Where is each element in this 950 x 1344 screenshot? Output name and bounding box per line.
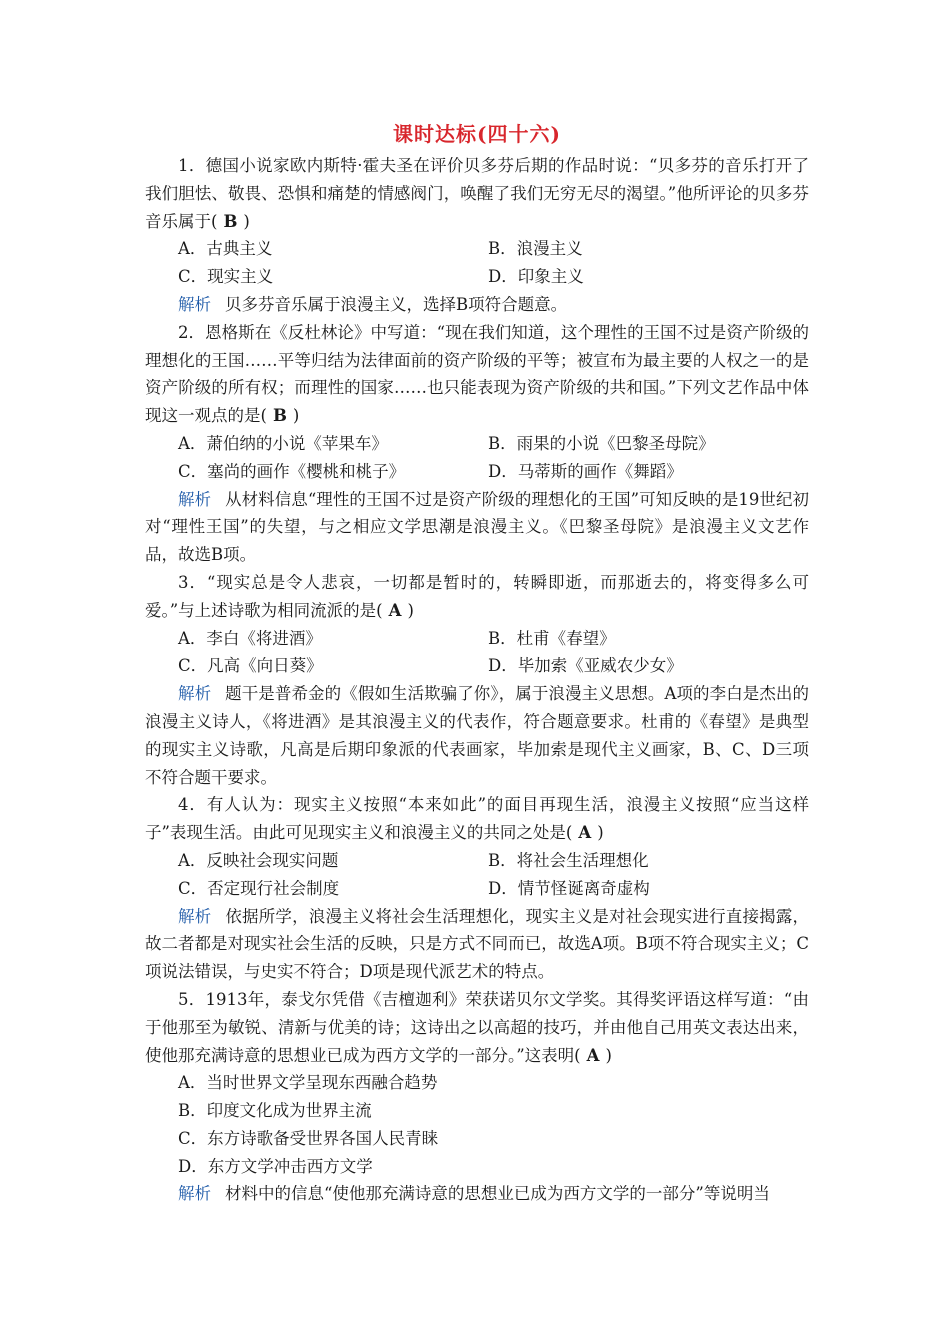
question-1 [145,152,809,319]
option-d: D．马蒂斯的画作《舞蹈》 [488,461,683,481]
option-b: B．杜甫《春望》 [488,628,616,648]
analysis-label: 解析 [178,906,212,926]
option-d: D．情节怪诞离奇虚构 [488,878,650,898]
option-a: A．反映社会现实问题 [178,850,339,870]
analysis-label: 解析 [178,684,212,704]
option-c: C．现实主义 [178,267,274,287]
option-b: B．浪漫主义 [488,239,583,259]
answer-mark: B [272,406,287,426]
question-stem: 4．有人认为：现实主义按照“本来如此”的面目再现生活，浪漫主义按照“应当这样子”表现生活。由此可见现实主义和浪漫主义的共同之处是( A ) [145,795,809,843]
option-c: C．东方诗歌备受世界各国人民青睐 [178,1128,439,1148]
page-title: 课时达标(四十六) [393,122,561,146]
question-4 [145,791,809,986]
options [145,235,809,291]
option-a: A．萧伯纳的小说《苹果车》 [178,433,388,453]
option-c: C．凡高《向日葵》 [178,656,323,676]
option-b: B．雨果的小说《巴黎圣母院》 [488,433,715,453]
options [145,847,809,903]
question-stem: 5．1913年，泰戈尔凭借《吉檀迦利》荣获诺贝尔文学奖。其得奖评语这样写道：“由于他那至为敏锐、清新与优美的诗；这诗出之以高超的技巧，并由他自己用英文表达出来，使他那充满诗意的思想业已成为西方文学的一部分。”这表明( A ) [145,989,809,1065]
option-b: B．印度文化成为世界主流 [178,1101,372,1121]
question-2 [145,319,809,569]
analysis-label: 解析 [178,294,211,314]
option-d: D．毕加索《亚威农少女》 [488,656,683,676]
question-5 [145,986,809,1208]
option-d: D．印象主义 [488,267,584,287]
answer-mark: A [388,600,402,620]
question-stem: 1．德国小说家欧内斯特·霍夫圣在评价贝多芬后期的作品时说：“贝多芬的音乐打开了我们胆怯、敬畏、恐惧和痛楚的情感阀门，唤醒了我们无穷无尽的渴望。”他所评论的贝多芬音乐属于( B ) [145,156,809,231]
question-stem: 2．恩格斯在《反杜林论》中写道：“现在我们知道，这个理性的王国不过是资产阶级的理想化的王国……平等归结为法律面前的资产阶级的平等；被宣布为最主要的人权之一的是资产阶级的所有权；而理性的国家……也只能表现为资产阶级的共和国。”下列文艺作品中体现这一观点的是( B ) [145,322,809,426]
document-page [145,118,809,1208]
options [145,1069,809,1180]
option-c: C．否定现行社会制度 [178,878,340,898]
analysis: 解析 题干是普希金的《假如生活欺骗了你》，属于浪漫主义思想。A项的李白是杰出的浪漫主义诗人，《将进酒》是其浪漫主义的代表作，符合题意要求。杜甫的《春望》是典型的现实主义诗歌，凡高是后期印象派的代表画家，毕加索是现代主义画家，B、C、D三项不符合题干要求。 [145,684,809,787]
answer-mark: A [578,823,592,843]
analysis-label: 解析 [178,489,212,509]
analysis: 解析 从材料信息“理性的王国不过是资产阶级的理想化的王国”可知反映的是19世纪初对“理性王国”的失望，与之相应文学思潮是浪漫主义。《巴黎圣母院》是浪漫主义文艺作品，故选B项。 [145,489,809,565]
question-3 [145,569,809,791]
options [145,430,809,486]
option-a: A．当时世界文学呈现东西融合趋势 [178,1073,438,1093]
option-a: A．李白《将进酒》 [178,628,322,648]
analysis-label: 解析 [178,1184,211,1204]
analysis: 解析 依据所学，浪漫主义将社会生活理想化，现实主义是对社会现实进行直接揭露，故二者都是对现实社会生活的反映，只是方式不同而已，故选A项。B项不符合现实主义；C项说法错误，与史实不符合；D项是现代派艺术的特点。 [145,906,810,982]
question-stem: 3．“现实总是令人悲哀，一切都是暂时的，转瞬即逝，而那逝去的，将变得多么可爱。”与上述诗歌为相同流派的是( A ) [145,572,809,620]
option-c: C．塞尚的画作《樱桃和桃子》 [178,461,406,481]
option-d: D．东方文学冲击西方文学 [178,1156,373,1176]
answer-mark: A [586,1045,600,1065]
answer-mark: B [223,211,238,231]
option-b: B．将社会生活理想化 [488,850,649,870]
option-a: A．古典主义 [178,239,273,259]
analysis: 解析 材料中的信息“使他那充满诗意的思想业已成为西方文学的一部分”等说明当 [178,1184,770,1204]
options [145,625,809,681]
analysis: 解析 贝多芬音乐属于浪漫主义，选择B项符合题意。 [178,294,568,314]
